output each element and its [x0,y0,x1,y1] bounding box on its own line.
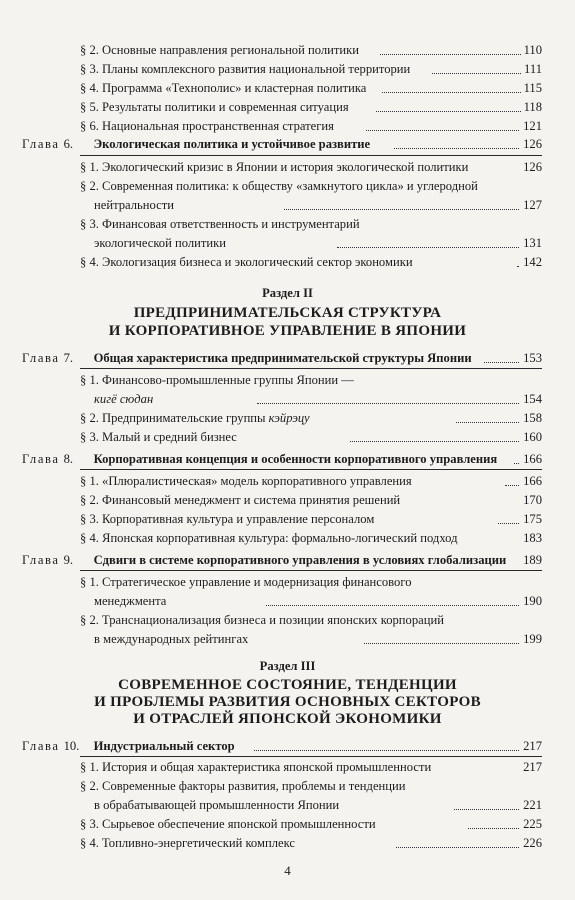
toc-entry: § 1. Стратегическое управление и модернизация финансового [80,575,412,589]
chapter-heading: Глава 8. Корпоративная концепция и особенности корпоративного управления 166 [22,450,575,469]
part-label: Раздел II [262,286,313,300]
toc-entry: § 4. Экологизация бизнеса и экологический сектор экономики 142 [80,253,575,272]
divider [80,368,542,369]
divider [80,469,542,470]
toc-block-top [0,41,575,136]
toc-entry: § 1. «Плюралистическая» модель корпоративного управления 166 [80,472,575,491]
toc-entry-cont: кигё сюдан 154 [94,390,575,409]
toc-entry: § 2. Современные факторы развития, проблемы и тенденции [80,779,406,793]
toc-entry-cont: в международных рейтингах 199 [94,630,575,649]
part-label: Раздел III [259,659,316,673]
divider [80,155,542,156]
chapter-8-sections [0,472,575,548]
chapter-heading: Глава 10. Индустриальный сектор 217 [22,737,575,756]
part-title: ПРЕДПРИНИМАТЕЛЬСКАЯ СТРУКТУРА [133,305,442,321]
part-title: И КОРПОРАТИВНОЕ УПРАВЛЕНИЕ В ЯПОНИИ [108,323,467,339]
toc-entry-cont: менеджмента 190 [94,592,575,611]
chapter-6 [0,135,575,154]
toc-entry: § 2. Современная политика: к обществу «замкнутого цикла» и углеродной [80,179,478,193]
chapter-heading: Глава 9. Сдвиги в системе корпоративного управления в условиях глобализации 189 [22,551,575,570]
chapter-heading: Глава 7. Общая характеристика предпринимательской структуры Японии 153 [22,349,575,368]
toc-entry: § 1. История и общая характеристика японской промышленности 217 [80,758,575,777]
toc-entry: § 4. Топливно-энергетический комплекс 226 [80,834,575,853]
part-title: СОВРЕМЕННОЕ СОСТОЯНИЕ, ТЕНДЕНЦИИ [118,677,457,693]
toc-entry-cont: нейтральности 127 [94,196,575,215]
chapter-7 [0,349,575,368]
toc-entry: § 3. Малый и средний бизнес 160 [80,428,575,447]
chapter-6-sections [0,158,575,272]
chapter-10 [0,737,575,756]
toc-entry: § 4. Программа «Технополис» и кластерная политика 115 [80,79,575,98]
chapter-10-sections [0,758,575,853]
toc-entry: § 2. Транснационализация бизнеса и позиции японских корпораций [80,613,444,627]
chapter-8 [0,450,575,469]
toc-entry: § 1. Финансово-промышленные группы Японии — [80,373,354,387]
toc-entry: § 4. Японская корпоративная культура: формально-логический подход 183 [80,529,575,548]
toc-entry: § 6. Национальная пространственная стратегия 121 [80,117,575,136]
chapter-9-sections [0,573,575,649]
toc-entry: § 2. Предпринимательские группы кэйрэцу 158 [80,409,575,428]
page-number: 4 [284,863,291,878]
chapter-9 [0,551,575,570]
toc-entry: § 3. Финансовая ответственность и инструментарий [80,217,360,231]
toc-entry-cont: экологической политики 131 [94,234,575,253]
toc-entry: § 1. Экологический кризис в Японии и история экологической политики 126 [80,158,575,177]
toc-entry-cont: в обрабатывающей промышленности Японии 221 [94,796,575,815]
chapter-7-sections [0,371,575,447]
divider [80,570,542,571]
toc-entry: § 3. Сырьевое обеспечение японской промышленности 225 [80,815,575,834]
divider [80,756,542,757]
toc-entry: § 2. Финансовый менеджмент и система принятия решений 170 [80,491,575,510]
toc-entry: § 3. Корпоративная культура и управление персоналом 175 [80,510,575,529]
part-title: И ОТРАСЛЕЙ ЯПОНСКОЙ ЭКОНОМИКИ [133,711,442,727]
toc-entry: § 3. Планы комплексного развития национальной территории 111 [80,60,575,79]
part-title: И ПРОБЛЕМЫ РАЗВИТИЯ ОСНОВНЫХ СЕКТОРОВ [94,694,481,710]
toc-entry: § 2. Основные направления региональной политики 110 [80,41,575,60]
toc-entry: § 5. Результаты политики и современная ситуация 118 [80,98,575,117]
chapter-heading: Глава 6. Экологическая политика и устойчивое развитие 126 [22,135,575,154]
